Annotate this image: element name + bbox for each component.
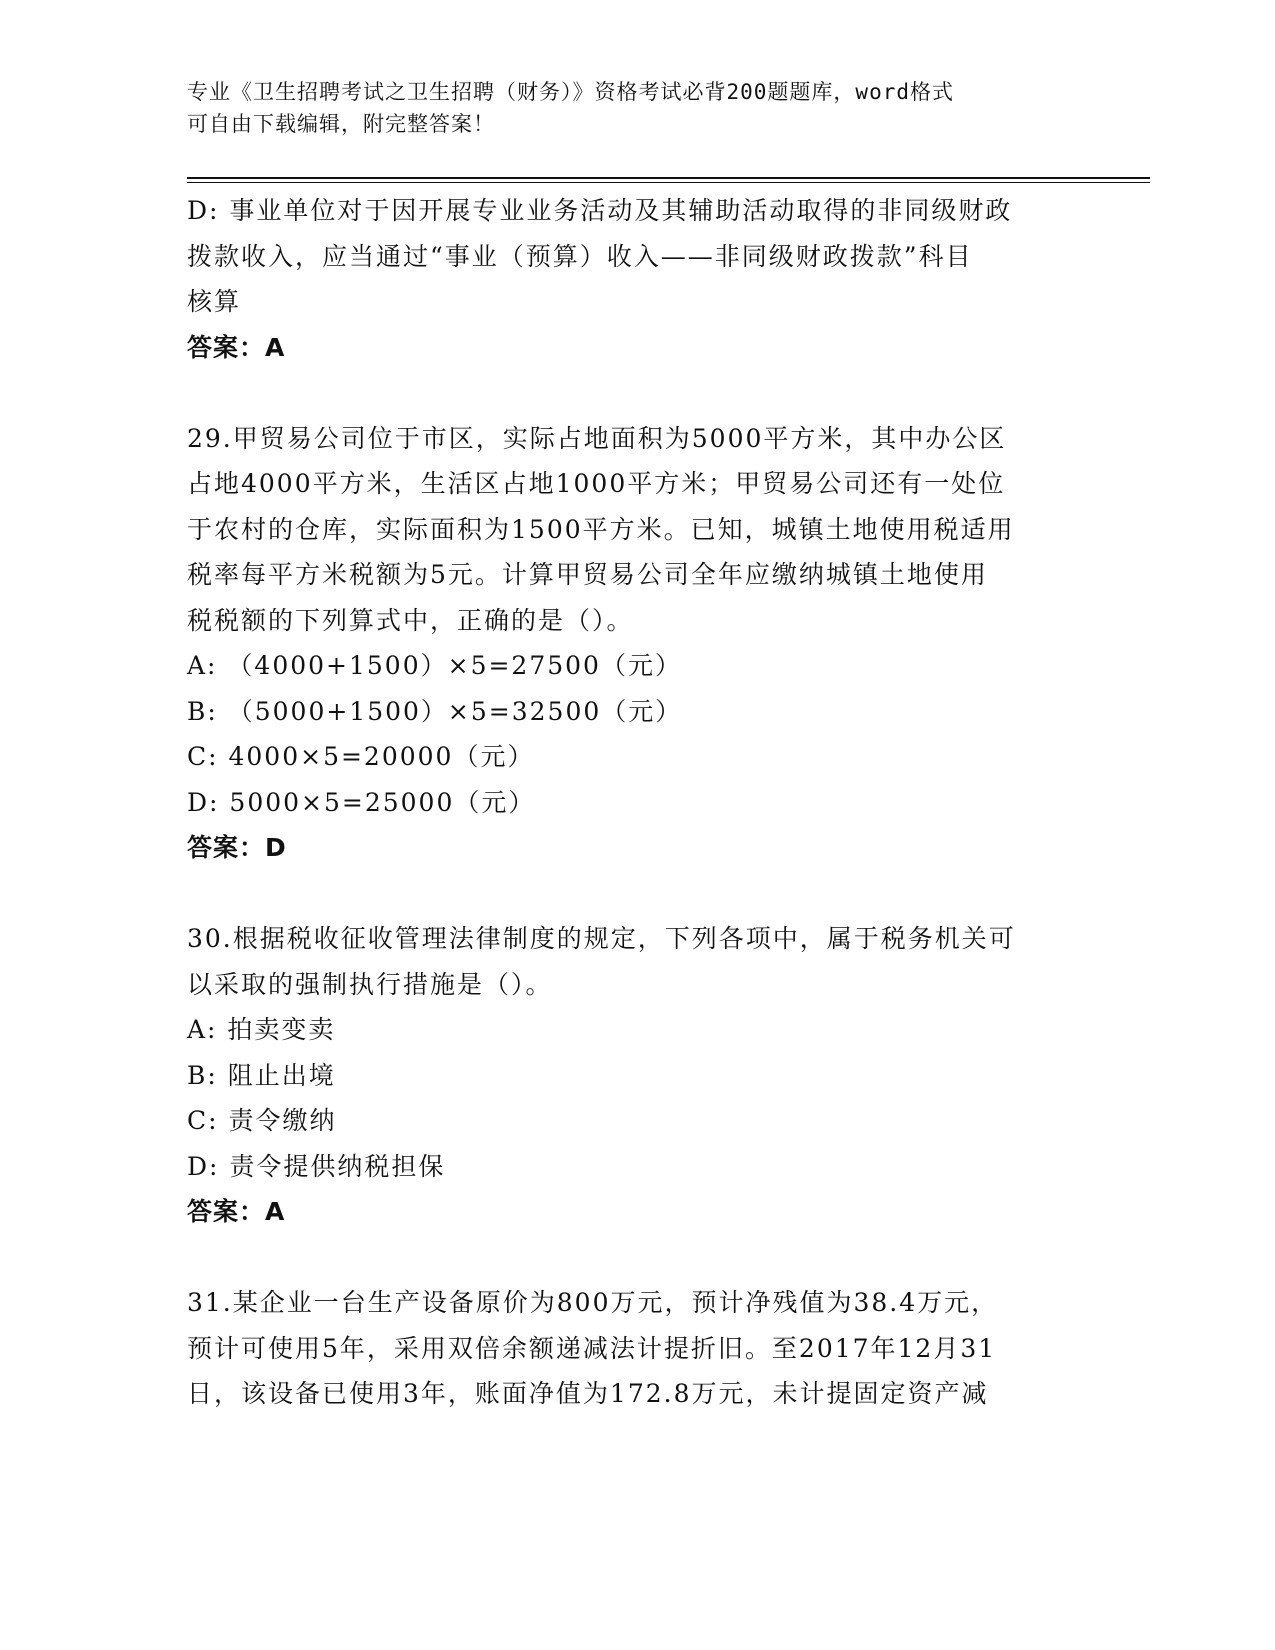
header-line: 专业《卫生招聘考试之卫生招聘（财务）》资格考试必背200题题库，word格式: [187, 80, 954, 104]
option-b: B: （5000+1500）×5=32500（元）: [187, 696, 683, 726]
document-header: [187, 76, 1067, 140]
question-29: [187, 416, 1067, 871]
question-stem: 31.某企业一台生产设备原价为800万元，预计净残值为38.4万元，: [187, 1288, 999, 1317]
question-stem: 预计可使用5年，采用双倍余额递减法计提折旧。至2017年12月31: [187, 1333, 997, 1363]
spacer: [187, 370, 1067, 416]
option-d-cont: 拨款收入，应当通过“事业（预算）收入——非同级财政拨款”科目: [187, 241, 973, 271]
question-stem: 税税额的下列算式中，正确的是（）。: [187, 605, 634, 635]
answer-label: 答案：D: [187, 833, 287, 862]
document-body: [187, 188, 1067, 1417]
option-c: C: 责令缴纳: [187, 1106, 337, 1135]
header-divider-thin: [187, 182, 1150, 183]
question-stem: 税率每平方米税额为5元。计算甲贸易公司全年应缴纳城镇土地使用: [187, 560, 988, 589]
option-a: A: （4000+1500）×5=27500（元）: [187, 651, 682, 680]
option-d: D: 责令提供纳税担保: [187, 1151, 446, 1181]
question-stem: 占地4000平方米，生活区占地1000平方米；甲贸易公司还有一处位: [187, 469, 1006, 498]
question-stem: 30.根据税收征收管理法律制度的规定，下列各项中，属于税务机关可: [187, 924, 1016, 953]
option-d: D: 5000×5=25000（元）: [187, 787, 536, 817]
header-line: 可自由下载编辑，附完整答案！: [187, 112, 495, 136]
header-divider: [187, 177, 1150, 179]
question-stem: 日，该设备已使用3年，账面净值为172.8万元，未计提固定资产减: [187, 1379, 989, 1408]
spacer: [187, 871, 1067, 917]
question-30: [187, 916, 1067, 1235]
option-c: C: 4000×5=20000（元）: [187, 742, 535, 771]
option-d: D: 事业单位对于因开展专业业务活动及其辅助活动取得的非同级财政: [187, 196, 1013, 225]
spacer: [187, 1235, 1067, 1281]
answer-label: 答案：A: [187, 1197, 286, 1226]
option-d-cont: 核算: [187, 287, 242, 316]
question-28-tail: [187, 188, 1067, 370]
question-stem: 于农村的仓库，实际面积为1500平方米。已知，城镇土地使用税适用: [187, 514, 1015, 544]
answer-label: 答案：A: [187, 332, 286, 362]
option-b: B: 阻止出境: [187, 1060, 336, 1090]
option-a: A: 拍卖变卖: [187, 1015, 336, 1044]
question-31: [187, 1280, 1067, 1417]
question-stem: 以采取的强制执行措施是（）。: [187, 969, 553, 999]
question-stem: 29.甲贸易公司位于市区，实际占地面积为5000平方米，其中办公区: [187, 423, 1007, 453]
